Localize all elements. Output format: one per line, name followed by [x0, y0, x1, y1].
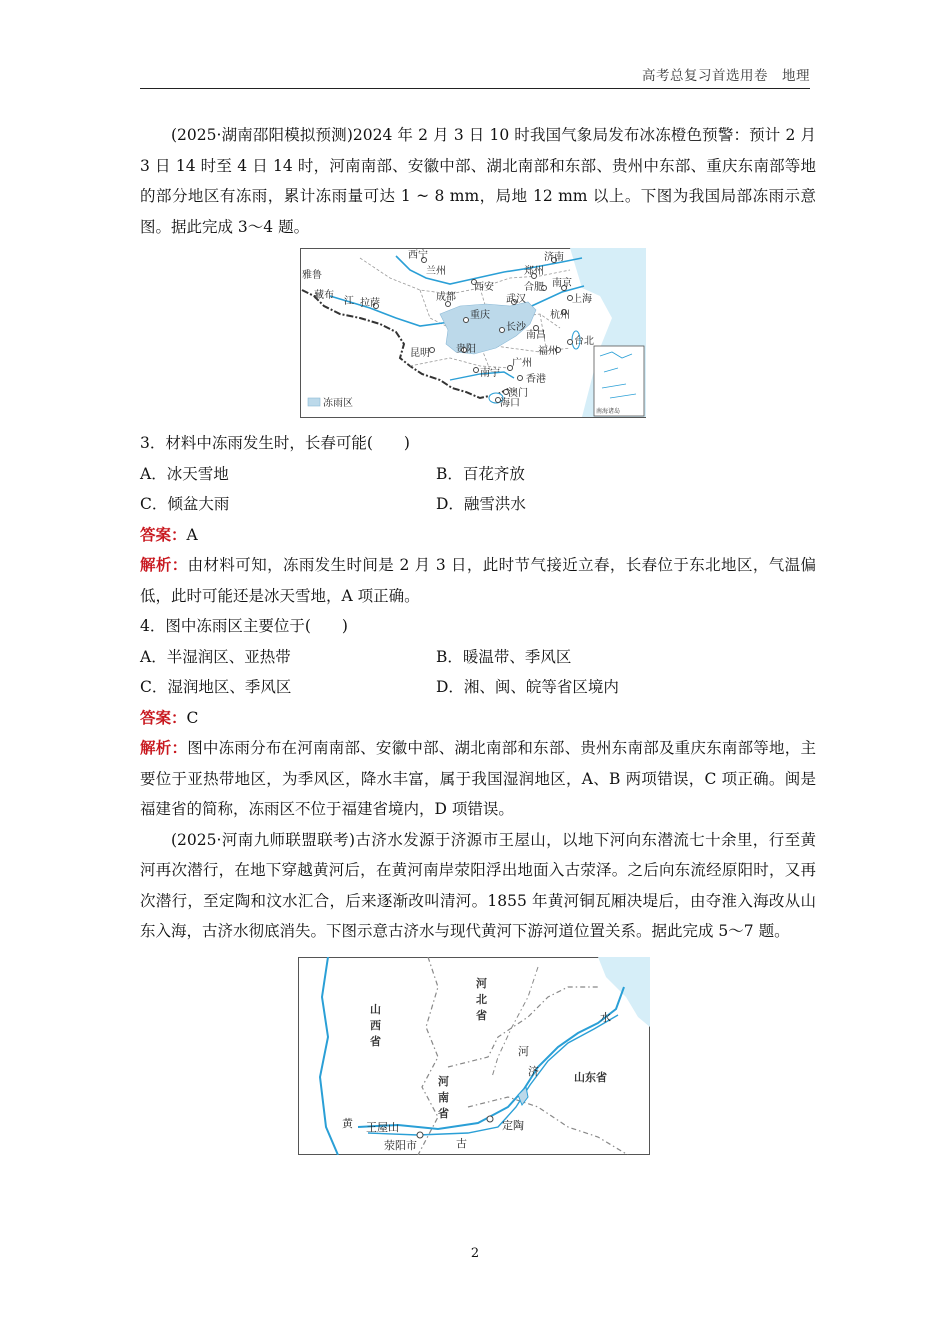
city-jinan: 济南 — [544, 252, 564, 263]
q4-answer — [140, 703, 816, 734]
city-guangzhou: 广州 — [512, 358, 532, 369]
inset-label: 南海诸岛 — [596, 408, 621, 415]
q3-option-a: A．冰天雪地 — [140, 464, 229, 483]
q3-answer — [140, 520, 816, 551]
q4-stem: 4．图中冻雨区主要位于( ) — [140, 617, 348, 635]
city-haikou: 海口 — [500, 398, 520, 409]
river-yalu: 雅鲁 — [302, 270, 322, 281]
label-shandong: 山东省 — [574, 1070, 607, 1084]
river-jiang: 江 — [344, 296, 354, 307]
city-nanjing: 南京 — [552, 278, 572, 289]
q4-analysis-text: 图中冻雨分布在河南南部、安徽中部、湖北南部和东部、贵州东南部及重庆东南部等地，主要位于亚热带地区，为季风区，降水丰富，属于我国湿润地区，A、B 两项错误，C 项正确。闽是福建省的简称，冻雨区不位于福建省境内，D 项错误。 — [140, 739, 816, 818]
label-hebei-1: 河 — [476, 976, 487, 990]
q4-option-b: B．暖温带、季风区 — [436, 647, 572, 666]
label-shanxi-1: 山 — [370, 1002, 381, 1016]
city-wuhan: 武汉 — [506, 294, 526, 305]
city-xining: 西宁 — [408, 250, 428, 261]
label-shui: 水 — [600, 1010, 611, 1024]
q3-option-c: C．倾盆大雨 — [140, 495, 230, 513]
label-shanxi-3: 省 — [370, 1034, 381, 1048]
page-content — [140, 120, 816, 1155]
q4-answer-label: 答案： — [140, 707, 187, 727]
label-shanxi-2: 西 — [370, 1018, 381, 1032]
q3-analysis-label: 解析： — [140, 555, 188, 574]
q4-analysis — [140, 733, 816, 825]
legend-swatch — [308, 398, 320, 406]
city-changsha: 长沙 — [506, 322, 526, 333]
label-he: 河 — [518, 1044, 529, 1058]
label-xingyang: 荥阳市 — [384, 1138, 417, 1152]
city-lanzhou: 兰州 — [426, 266, 446, 277]
city-hefei: 合肥 — [524, 282, 544, 293]
city-hangzhou: 杭州 — [550, 310, 570, 321]
city-chengdu: 成都 — [436, 292, 456, 303]
q4-options-row-2 — [140, 672, 816, 703]
material-2: (2025·河南九师联盟联考)古济水发源于济源市王屋山，以地下河向东潜流七十余里，行至黄河再次潜行，在地下穿越黄河后，在黄河南岸荥阳浮出地面入古荥泽。之后向东流经原阳时，又再次潜行，至定陶和汶水汇合，后来逐渐改叫清河。1855 年黄河铜瓦厢决堤后，由夺淮入海改从山东入海，古济水彻底消失。下图示意古济水与现代黄河下游河道位置关系。据此完成 5～7 题。 — [140, 830, 816, 940]
q4-option-a: A．半湿润区、亚热带 — [140, 647, 291, 666]
q3-option-b: B．百花齐放 — [436, 464, 525, 483]
q3-analysis-text: 由材料可知，冻雨发生时间是 2 月 3 日，此时节气接近立春，长春位于东北地区，气温偏低，此时可能还是冰天雪地，A 项正确。 — [140, 556, 816, 605]
freezing-rain-map — [300, 248, 646, 418]
label-wangwushan: 王屋山 — [366, 1120, 399, 1134]
label-huang: 黄 — [342, 1116, 353, 1130]
q4-option-d: D．湘、闽、皖等省区境内 — [436, 678, 619, 696]
label-hebei-2: 北 — [476, 992, 487, 1006]
city-chongqing: 重庆 — [470, 310, 490, 321]
ancient-jishui-map — [298, 957, 650, 1155]
city-xianggang: 香港 — [526, 374, 546, 385]
river-zangbu: 藏布 — [314, 290, 334, 301]
city-taibei: 台北 — [574, 336, 594, 347]
label-henan-3: 省 — [438, 1106, 449, 1120]
q4-option-c: C．湿润地区、季风区 — [140, 678, 292, 696]
page-header — [140, 66, 810, 89]
city-xian: 西安 — [474, 282, 494, 293]
city-shanghai: 上海 — [572, 294, 592, 305]
label-ji: 济 — [528, 1064, 539, 1078]
q3-analysis — [140, 550, 816, 611]
page-number: 2 — [470, 1246, 480, 1261]
q3-answer-label: 答案： — [140, 524, 187, 544]
city-nanning: 南宁 — [480, 368, 500, 379]
legend-label: 冻雨区 — [323, 398, 353, 409]
header-title: 高考总复习首选用卷 地理 — [642, 68, 810, 84]
label-gu: 古 — [456, 1136, 467, 1150]
q3-stem: 3．材料中冻雨发生时，长春可能( ) — [140, 434, 410, 452]
q3-option-d: D．融雪洪水 — [436, 495, 526, 513]
city-zhengzhou: 郑州 — [524, 266, 544, 277]
q4-answer-value: C — [186, 708, 199, 727]
q4-options-row-1 — [140, 642, 816, 673]
q3-options-row-1 — [140, 459, 816, 490]
city-nanchang: 南昌 — [526, 330, 546, 341]
label-hebei-3: 省 — [476, 1008, 487, 1022]
q3-options-row-2 — [140, 489, 816, 520]
q3-answer-value: A — [186, 525, 198, 544]
city-guiyang: 贵阳 — [456, 344, 476, 355]
label-henan-2: 南 — [438, 1090, 449, 1104]
label-dingtao: 定陶 — [502, 1118, 524, 1132]
q4-analysis-label: 解析： — [140, 738, 188, 757]
city-aomen: 澳门 — [508, 388, 528, 399]
city-fuzhou: 福州 — [538, 346, 558, 357]
label-henan-1: 河 — [438, 1074, 449, 1088]
city-kunming: 昆明 — [410, 348, 430, 359]
city-lasa: 拉萨 — [360, 298, 380, 309]
material-1: (2025·湖南邵阳模拟预测)2024 年 2 月 3 日 10 时我国气象局发布冰冻橙色预警：预计 2 月 3 日 14 时至 4 日 14 时，河南南部、安徽中部、湖北南部和东部、贵州中东部、重庆东南部等地的部分地区有冻雨，累计冻雨量可达 1 ~ 8 mm，局地 12 mm 以上。下图为我国局部冻雨示意图。据此完成 3～4 题。 — [140, 126, 816, 236]
